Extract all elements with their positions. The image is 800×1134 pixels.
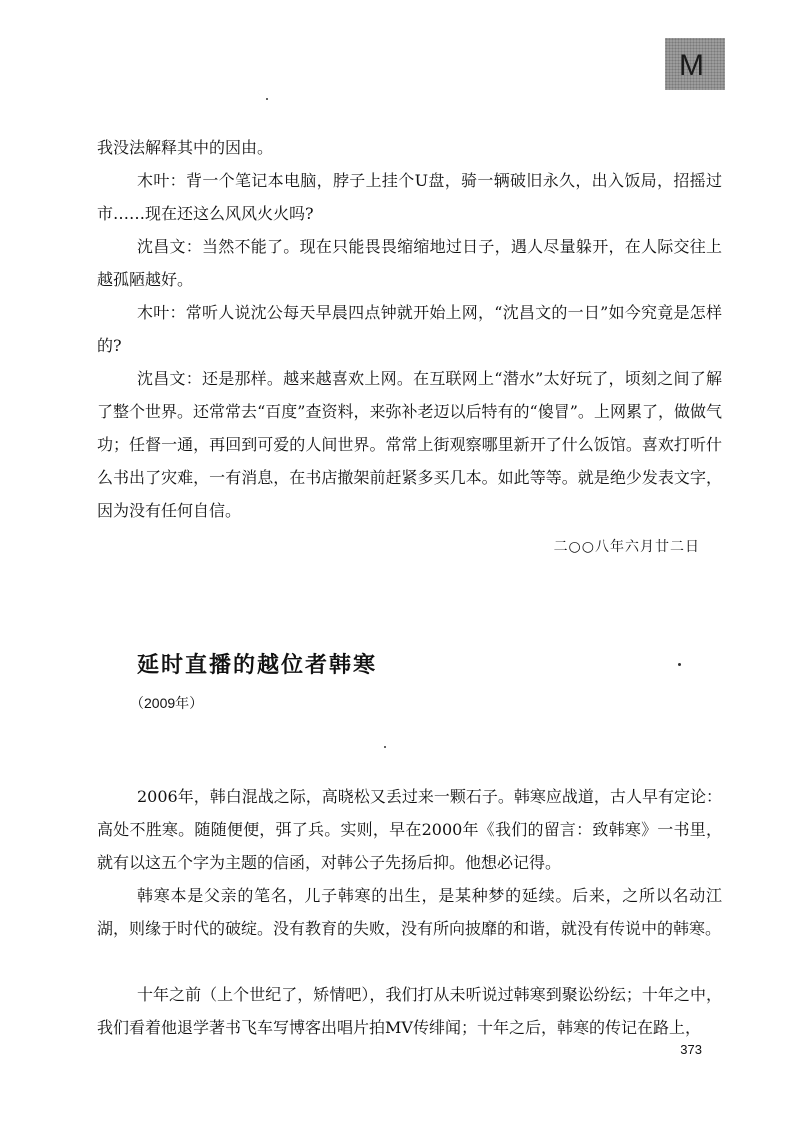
scan-speck bbox=[266, 98, 268, 100]
interview-paragraph: 我没法解释其中的因由。 bbox=[97, 138, 274, 157]
interview-paragraph: 木叶：背一个笔记本电脑，脖子上挂个U盘，骑一辆破旧永久，出入饭局，招摇过市……现在还这么风风火火吗? bbox=[97, 171, 722, 223]
interview-paragraph: 木叶：常听人说沈公每天早晨四点钟就开始上网，“沈昌文的一日”如今究竟是怎样的? bbox=[97, 303, 722, 355]
interview-paragraph: 沈昌文：还是那样。越来越喜欢上网。在互联网上“潜水”太好玩了，顷刻之间了解了整个世界。还常常去“百度”查资料，来弥补老迈以后特有的“傻冒”。上网累了，做做气功；任督一通，再回到可爱的人间世界。常常上街观察哪里新开了什么饭馆。喜欢打听什么书出了灾难，一有消息，在书店撤架前赶紧多买几本。如此等等。就是绝少发表文字，因为没有任何自信。 bbox=[97, 369, 722, 520]
article-paragraph: 十年之前（上个世纪了，矫情吧），我们打从未听说过韩寒到聚讼纷纭；十年之中，我们看着他退学著书飞车写博客出唱片拍MV传绯闻；十年之后，韩寒的传记在路上， bbox=[97, 985, 722, 1037]
section-letter: M bbox=[679, 49, 704, 82]
article-paragraph: 韩寒本是父亲的笔名，儿子韩寒的出生，是某种梦的延续。后来，之所以名动江湖，则缘于时代的破绽。没有教育的失败，没有所向披靡的和谐，就没有传说中的韩寒。 bbox=[97, 886, 722, 938]
scan-speck bbox=[678, 663, 681, 666]
page-number: 373 bbox=[680, 1042, 702, 1057]
scan-speck bbox=[384, 746, 386, 748]
article-paragraph: 2006年，韩白混战之际，高晓松又丢过来一颗石子。韩寒应战道，古人早有定论：高处不胜寒。随随便便，弭了兵。实则，早在2000年《我们的留言：致韩寒》一书里，就有以这五个字为主题的信函，对韩公子先扬后抑。他想必记得。 bbox=[97, 787, 722, 872]
interview-date: 二○○八年六月廿二日 bbox=[553, 539, 700, 555]
article-title: 延时直播的越位者韩寒 bbox=[137, 652, 378, 678]
interview-paragraph: 沈昌文：当然不能了。现在只能畏畏缩缩地过日子，遇人尽量躲开，在人际交往上越孤陋越好。 bbox=[97, 237, 722, 289]
article-year: （2009年） bbox=[130, 695, 204, 711]
section-tab bbox=[665, 38, 725, 90]
